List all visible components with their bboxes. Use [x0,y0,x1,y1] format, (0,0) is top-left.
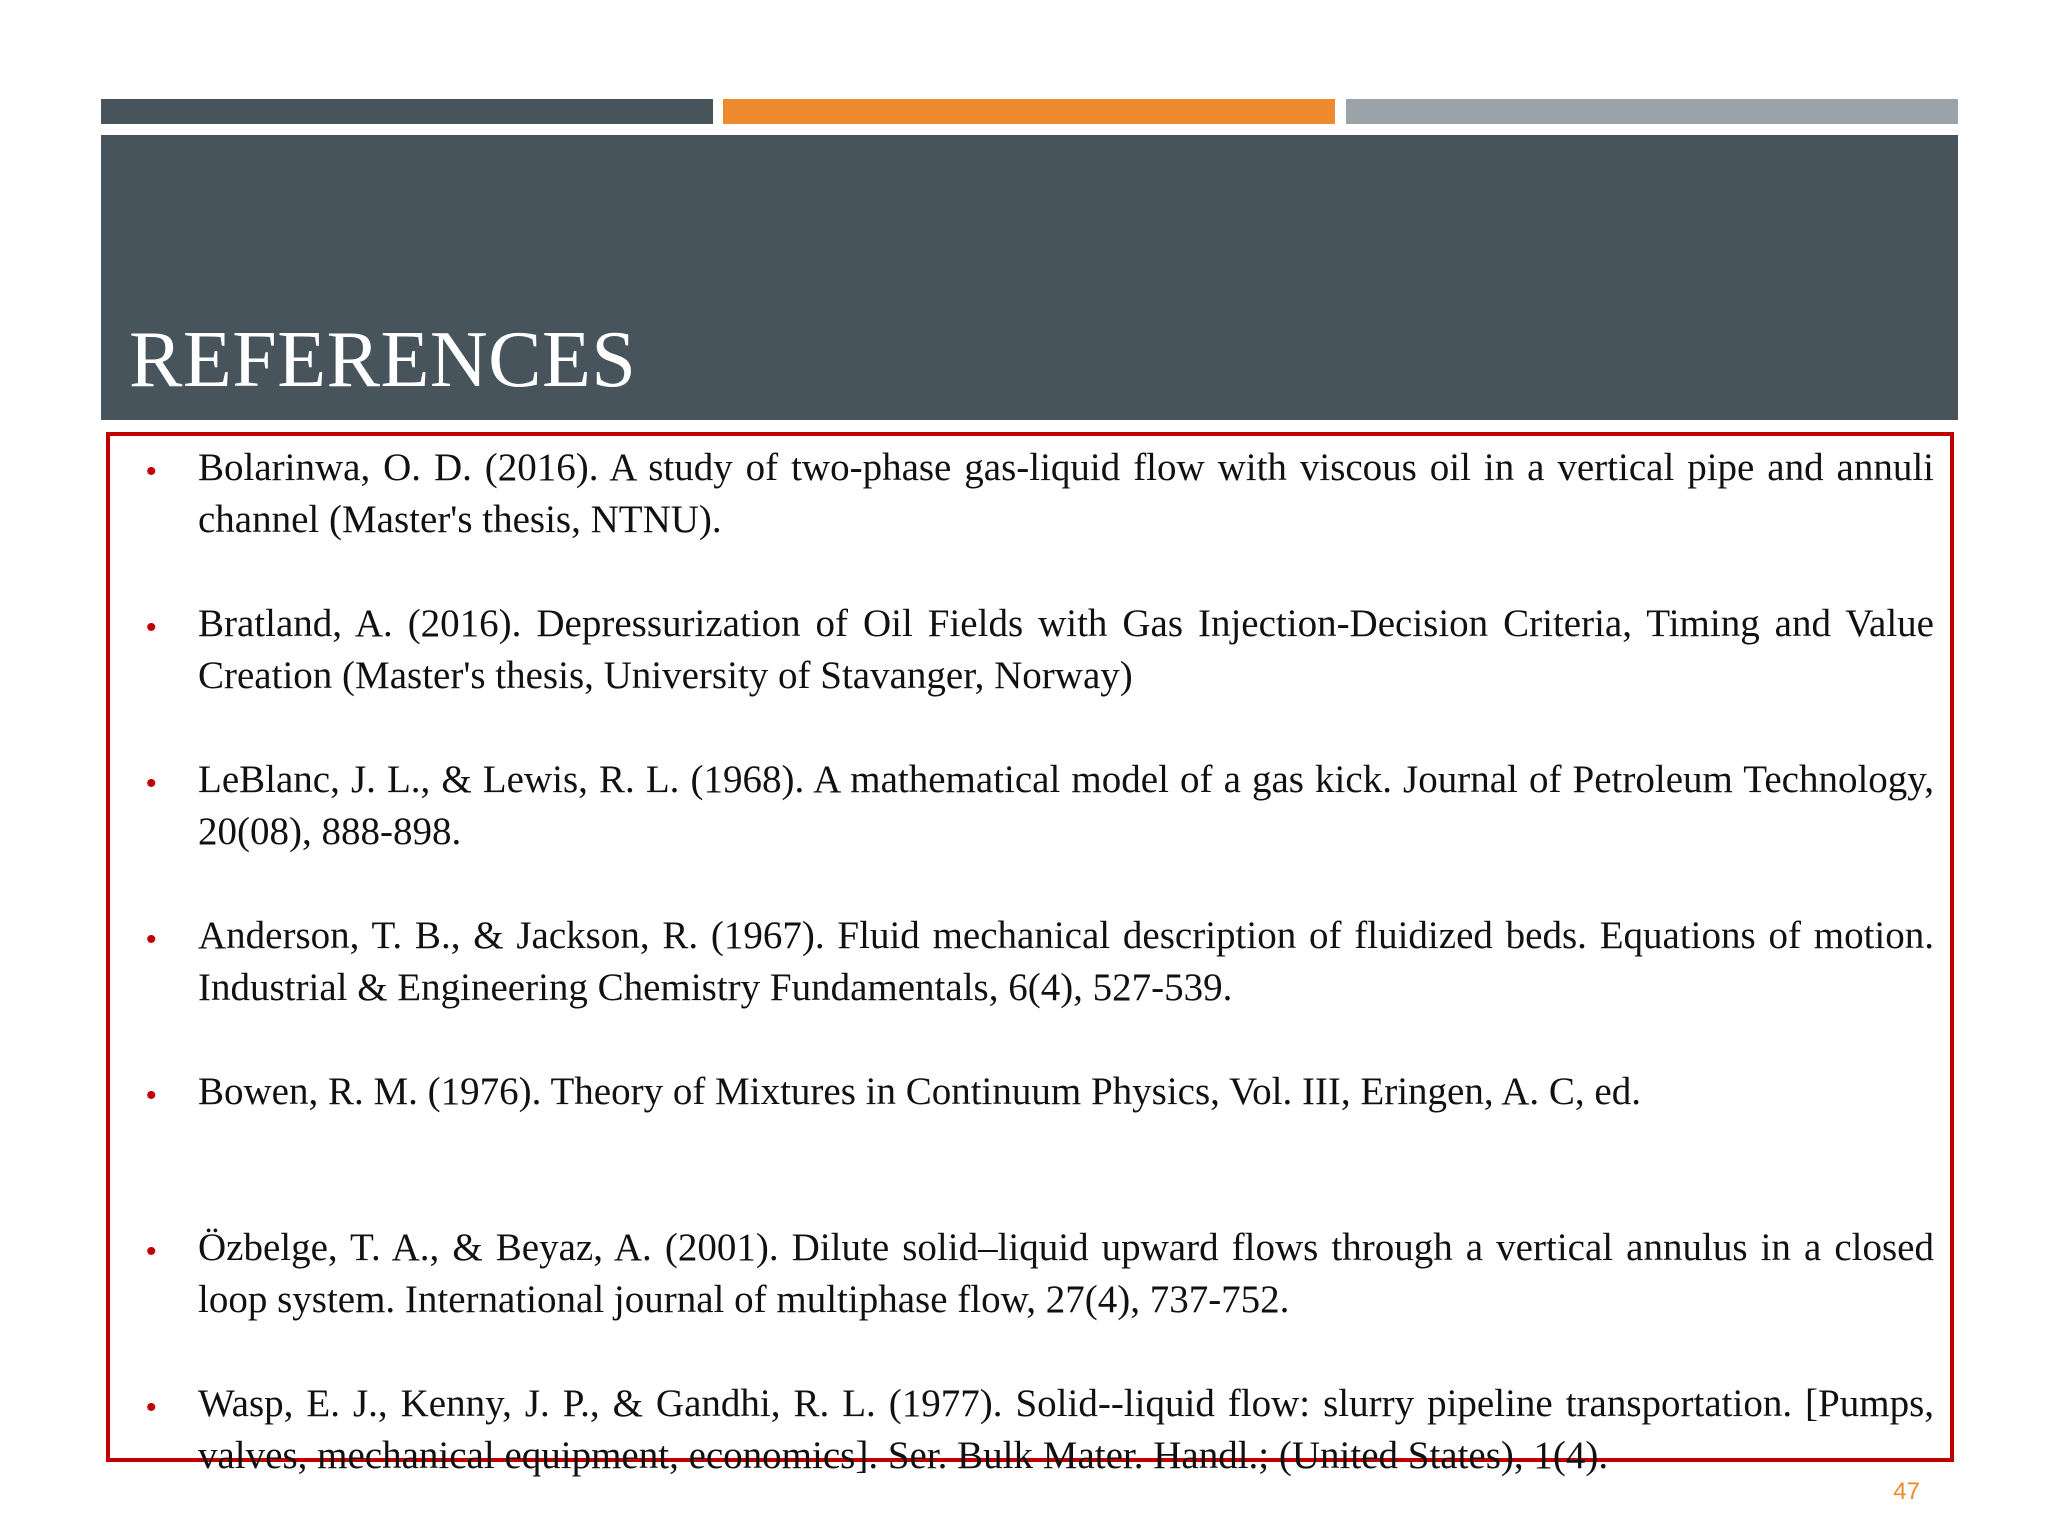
bullet-icon: • [146,767,157,800]
title-band [101,135,1958,420]
reference-text: Özbelge, T. A., & Beyaz, A. (2001). Dilute solid–liquid upward flows through a vertical annulus in a closed loop system. International journal of multiphase flow, 27(4), 737-752. [198,1226,1934,1321]
bullet-icon: • [146,611,157,644]
bullet-icon: • [146,1391,157,1424]
reference-item [110,442,1950,552]
bullet-icon: • [146,923,157,956]
bullet-icon: • [146,1235,157,1268]
page-number: 47 [1893,1478,1920,1505]
bullet-icon: • [146,455,157,488]
reference-text: Wasp, E. J., Kenny, J. P., & Gandhi, R. L. (1977). Solid--liquid flow: slurry pipeline transportation. [Pumps, valves, mechanical equipment, economics]. Ser. Bulk Mater. Handl.; (United States), 1(4). [198,1382,1934,1477]
reference-item [110,1378,1950,1488]
reference-item [110,910,1950,1020]
accent-bar-orange [723,99,1335,124]
reference-text: LeBlanc, J. L., & Lewis, R. L. (1968). A mathematical model of a gas kick. Journal of Petroleum Technology, 20(08), 888-898. [198,758,1934,853]
slide-title: REFERENCES [129,316,637,404]
bullet-icon: • [146,1079,157,1112]
reference-text: Bratland, A. (2016). Depressurization of Oil Fields with Gas Injection-Decision Criteria, Timing and Value Creation (Master's thesis, University of Stavanger, Norway) [198,602,1934,697]
reference-text: Bolarinwa, O. D. (2016). A study of two-phase gas-liquid flow with viscous oil in a vertical pipe and annuli channel (Master's thesis, NTNU). [198,446,1934,541]
accent-bar-gray [1346,99,1958,124]
reference-text: Bowen, R. M. (1976). Theory of Mixtures in Continuum Physics, Vol. III, Eringen, A. C, ed. [198,1070,1641,1113]
reference-item [110,1066,1950,1176]
accent-bar-dark [101,99,713,124]
reference-item [110,754,1950,864]
reference-item [110,1222,1950,1332]
reference-text: Anderson, T. B., & Jackson, R. (1967). Fluid mechanical description of fluidized beds. Equations of motion. Industrial & Engineering Chemistry Fundamentals, 6(4), 527-539. [198,914,1934,1009]
references-box [106,432,1954,1477]
reference-item [110,598,1950,708]
